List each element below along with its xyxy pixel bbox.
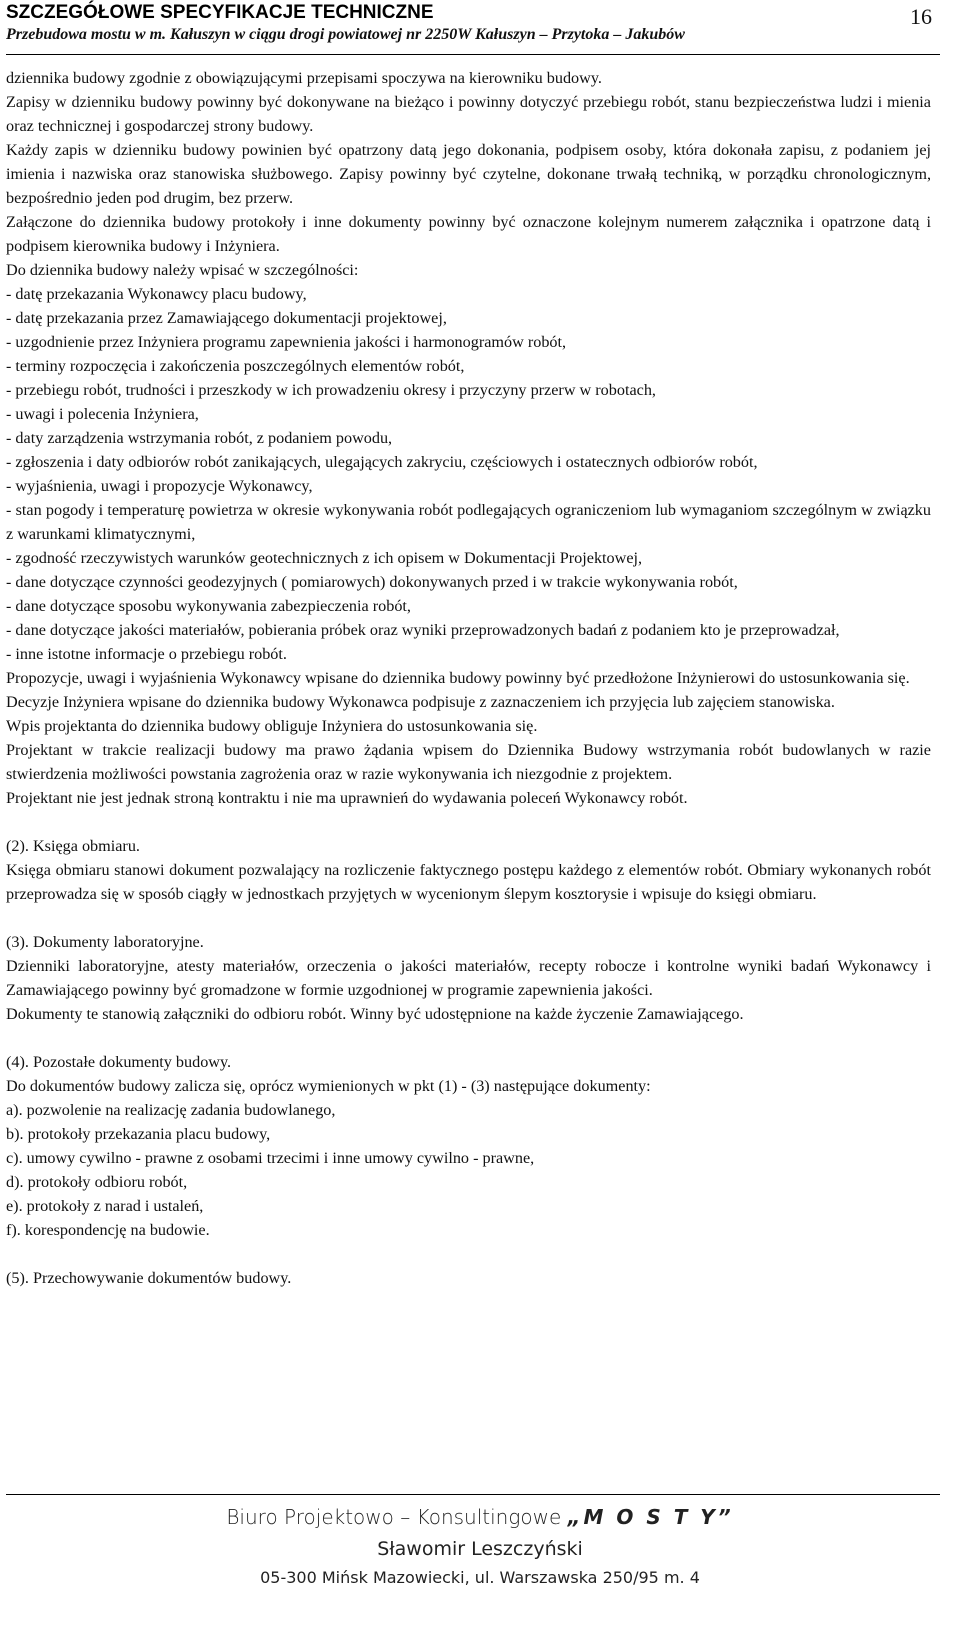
- list-item: - uwagi i polecenia Inżyniera,: [6, 405, 199, 423]
- footer-company-line: [0, 1500, 960, 1534]
- list-item: b). protokoły przekazania placu budowy,: [6, 1125, 271, 1143]
- paragraph: Dokumenty te stanowią załączniki do odbioru robót. Winny być udostępnione na każde życzenie Zamawiającego.: [6, 1005, 744, 1023]
- paragraph: Decyzje Inżyniera wpisane do dziennika budowy Wykonawca podpisuje z zaznaczeniem ich przyjęcia lub zajęciem stanowiska.: [6, 693, 835, 711]
- header-title: SZCZEGÓŁOWE SPECYFIKACJE TECHNICZNE: [6, 2, 434, 23]
- list-item: e). protokoły z narad i ustaleń,: [6, 1197, 204, 1215]
- header-subtitle: Przebudowa mostu w m. Kałuszyn w ciągu drogi powiatowej nr 2250W Kałuszyn – Przytoka – Jakubów: [6, 26, 685, 43]
- paragraph-gap: [6, 906, 931, 930]
- list-item: - dane dotyczące czynności geodezyjnych ( pomiarowych) dokonywanych przed i w trakcie wykonywania robót,: [6, 573, 738, 591]
- list-item: - dane dotyczące jakości materiałów, pobierania próbek oraz wyniki przeprowadzonych badań z podaniem kto je przeprowadzał,: [6, 621, 840, 639]
- section-heading: (5). Przechowywanie dokumentów budowy.: [6, 1269, 292, 1287]
- list-item: - stan pogody i temperaturę powietrza w okresie wykonywania robót podlegających ograniczeniom lub wymaganiom szczególnym w związku z warunkami klimatycznymi,: [6, 501, 931, 543]
- section-heading: (3). Dokumenty laboratoryjne.: [6, 933, 204, 951]
- footer-company: Biuro Projektowo – Konsultingowe: [226, 1505, 562, 1529]
- paragraph: Dzienniki laboratoryjne, atesty materiałów, orzeczenia o jakości materiałów, recepty robocze i kontrolne wyniki badań Wykonawcy i Zamawiającego powinny być gromadzone w formie uzgodnionej w programie zapewnienia jakości.: [6, 957, 931, 999]
- paragraph: Zapisy w dzienniku budowy powinny być dokonywane na bieżąco i powinny dotyczyć przebiegu robót, stanu bezpieczeństwa ludzi i mienia oraz technicznej i gospodarczej strony budowy.: [6, 93, 931, 135]
- list-item: - datę przekazania przez Zamawiającego dokumentacji projektowej,: [6, 309, 447, 327]
- section-heading: (4). Pozostałe dokumenty budowy.: [6, 1053, 232, 1071]
- paragraph: Każdy zapis w dzienniku budowy powinien być opatrzony datą jego dokonania, podpisem osoby, która dokonała zapisu, z podaniem jej imienia i nazwiska oraz stanowiska służbowego. Zapisy powinny być czytelne, dokonane trwałą techniką, w porządku chronologicznym, bezpośrednio jeden pod drugim, bez przerw.: [6, 141, 931, 207]
- footer-divider: [6, 1494, 940, 1495]
- list-item: - inne istotne informacje o przebiegu robót.: [6, 645, 287, 663]
- section-heading: (2). Księga obmiaru.: [6, 837, 140, 855]
- list-item: - wyjaśnienia, uwagi i propozycje Wykonawcy,: [6, 477, 313, 495]
- paragraph: Księga obmiaru stanowi dokument pozwalający na rozliczenie faktycznego postępu każdego z elementów robót. Obmiary wykonanych robót przeprowadza się w sposób ciągły w jednostkach przyjętych w wycenionym ślepym kosztorysie i wpisuje do księgi obmiaru.: [6, 861, 931, 903]
- list-item: c). umowy cywilno - prawne z osobami trzecimi i inne umowy cywilno - prawne,: [6, 1149, 535, 1167]
- paragraph-gap: [6, 1026, 931, 1050]
- paragraph: Wpis projektanta do dziennika budowy obliguje Inżyniera do ustosunkowania się.: [6, 717, 538, 735]
- paragraph: Projektant w trakcie realizacji budowy ma prawo żądania wpisem do Dziennika Budowy wstrzymania robót budowlanych w razie stwierdzenia możliwości powstania zagrożenia oraz w razie wykonywania ich niezgodnie z projektem.: [6, 741, 931, 783]
- list-item: - daty zarządzenia wstrzymania robót, z podaniem powodu,: [6, 429, 393, 447]
- list-item: - terminy rozpoczęcia i zakończenia poszczególnych elementów robót,: [6, 357, 465, 375]
- list-item: - zgłoszenia i daty odbiorów robót zanikających, ulegających zakryciu, częściowych i ostatecznych odbiorów robót,: [6, 453, 758, 471]
- paragraph: Do dziennika budowy należy wpisać w szczególności:: [6, 261, 359, 279]
- footer-address: 05-300 Mińsk Mazowiecki, ul. Warszawska 250/95 m. 4: [260, 1568, 700, 1587]
- list-item: - datę przekazania Wykonawcy placu budowy,: [6, 285, 307, 303]
- list-item: - przebiegu robót, trudności i przeszkody w ich prowadzeniu okresy i przyczyny przerw w robotach,: [6, 381, 656, 399]
- list-item: f). korespondencję na budowie.: [6, 1221, 210, 1239]
- list-item: a). pozwolenie na realizację zadania budowlanego,: [6, 1101, 336, 1119]
- header-divider: [6, 54, 940, 55]
- paragraph: Projektant nie jest jednak stroną kontraktu i nie ma uprawnień do wydawania poleceń Wykonawcy robót.: [6, 789, 688, 807]
- paragraph: Propozycje, uwagi i wyjaśnienia Wykonawcy wpisane do dziennika budowy powinny być przedłożone Inżynierowi do ustosunkowania się.: [6, 669, 910, 687]
- paragraph: Załączone do dziennika budowy protokoły i inne dokumenty powinny być oznaczone kolejnym numerem załącznika i opatrzone datą i podpisem kierownika budowy i Inżyniera.: [6, 213, 931, 255]
- list-item: d). protokoły odbioru robót,: [6, 1173, 188, 1191]
- paragraph-gap: [6, 1242, 931, 1266]
- footer-brand-logo: „M O S T Y”: [567, 1505, 734, 1529]
- paragraph: dziennika budowy zgodnie z obowiązującymi przepisami spoczywa na kierowniku budowy.: [6, 69, 602, 87]
- footer: [0, 1500, 960, 1592]
- list-item: - dane dotyczące sposobu wykonywania zabezpieczenia robót,: [6, 597, 411, 615]
- footer-person: Sławomir Leszczyński: [377, 1538, 583, 1560]
- paragraph: Do dokumentów budowy zalicza się, oprócz wymienionych w pkt (1) - (3) następujące dokumenty:: [6, 1077, 651, 1095]
- document-body: [6, 66, 931, 1290]
- paragraph-gap: [6, 810, 931, 834]
- list-item: - zgodność rzeczywistych warunków geotechnicznych z ich opisem w Dokumentacji Projektowej,: [6, 549, 643, 567]
- page-number: 16: [910, 4, 932, 29]
- list-item: - uzgodnienie przez Inżyniera programu zapewnienia jakości i harmonogramów robót,: [6, 333, 567, 351]
